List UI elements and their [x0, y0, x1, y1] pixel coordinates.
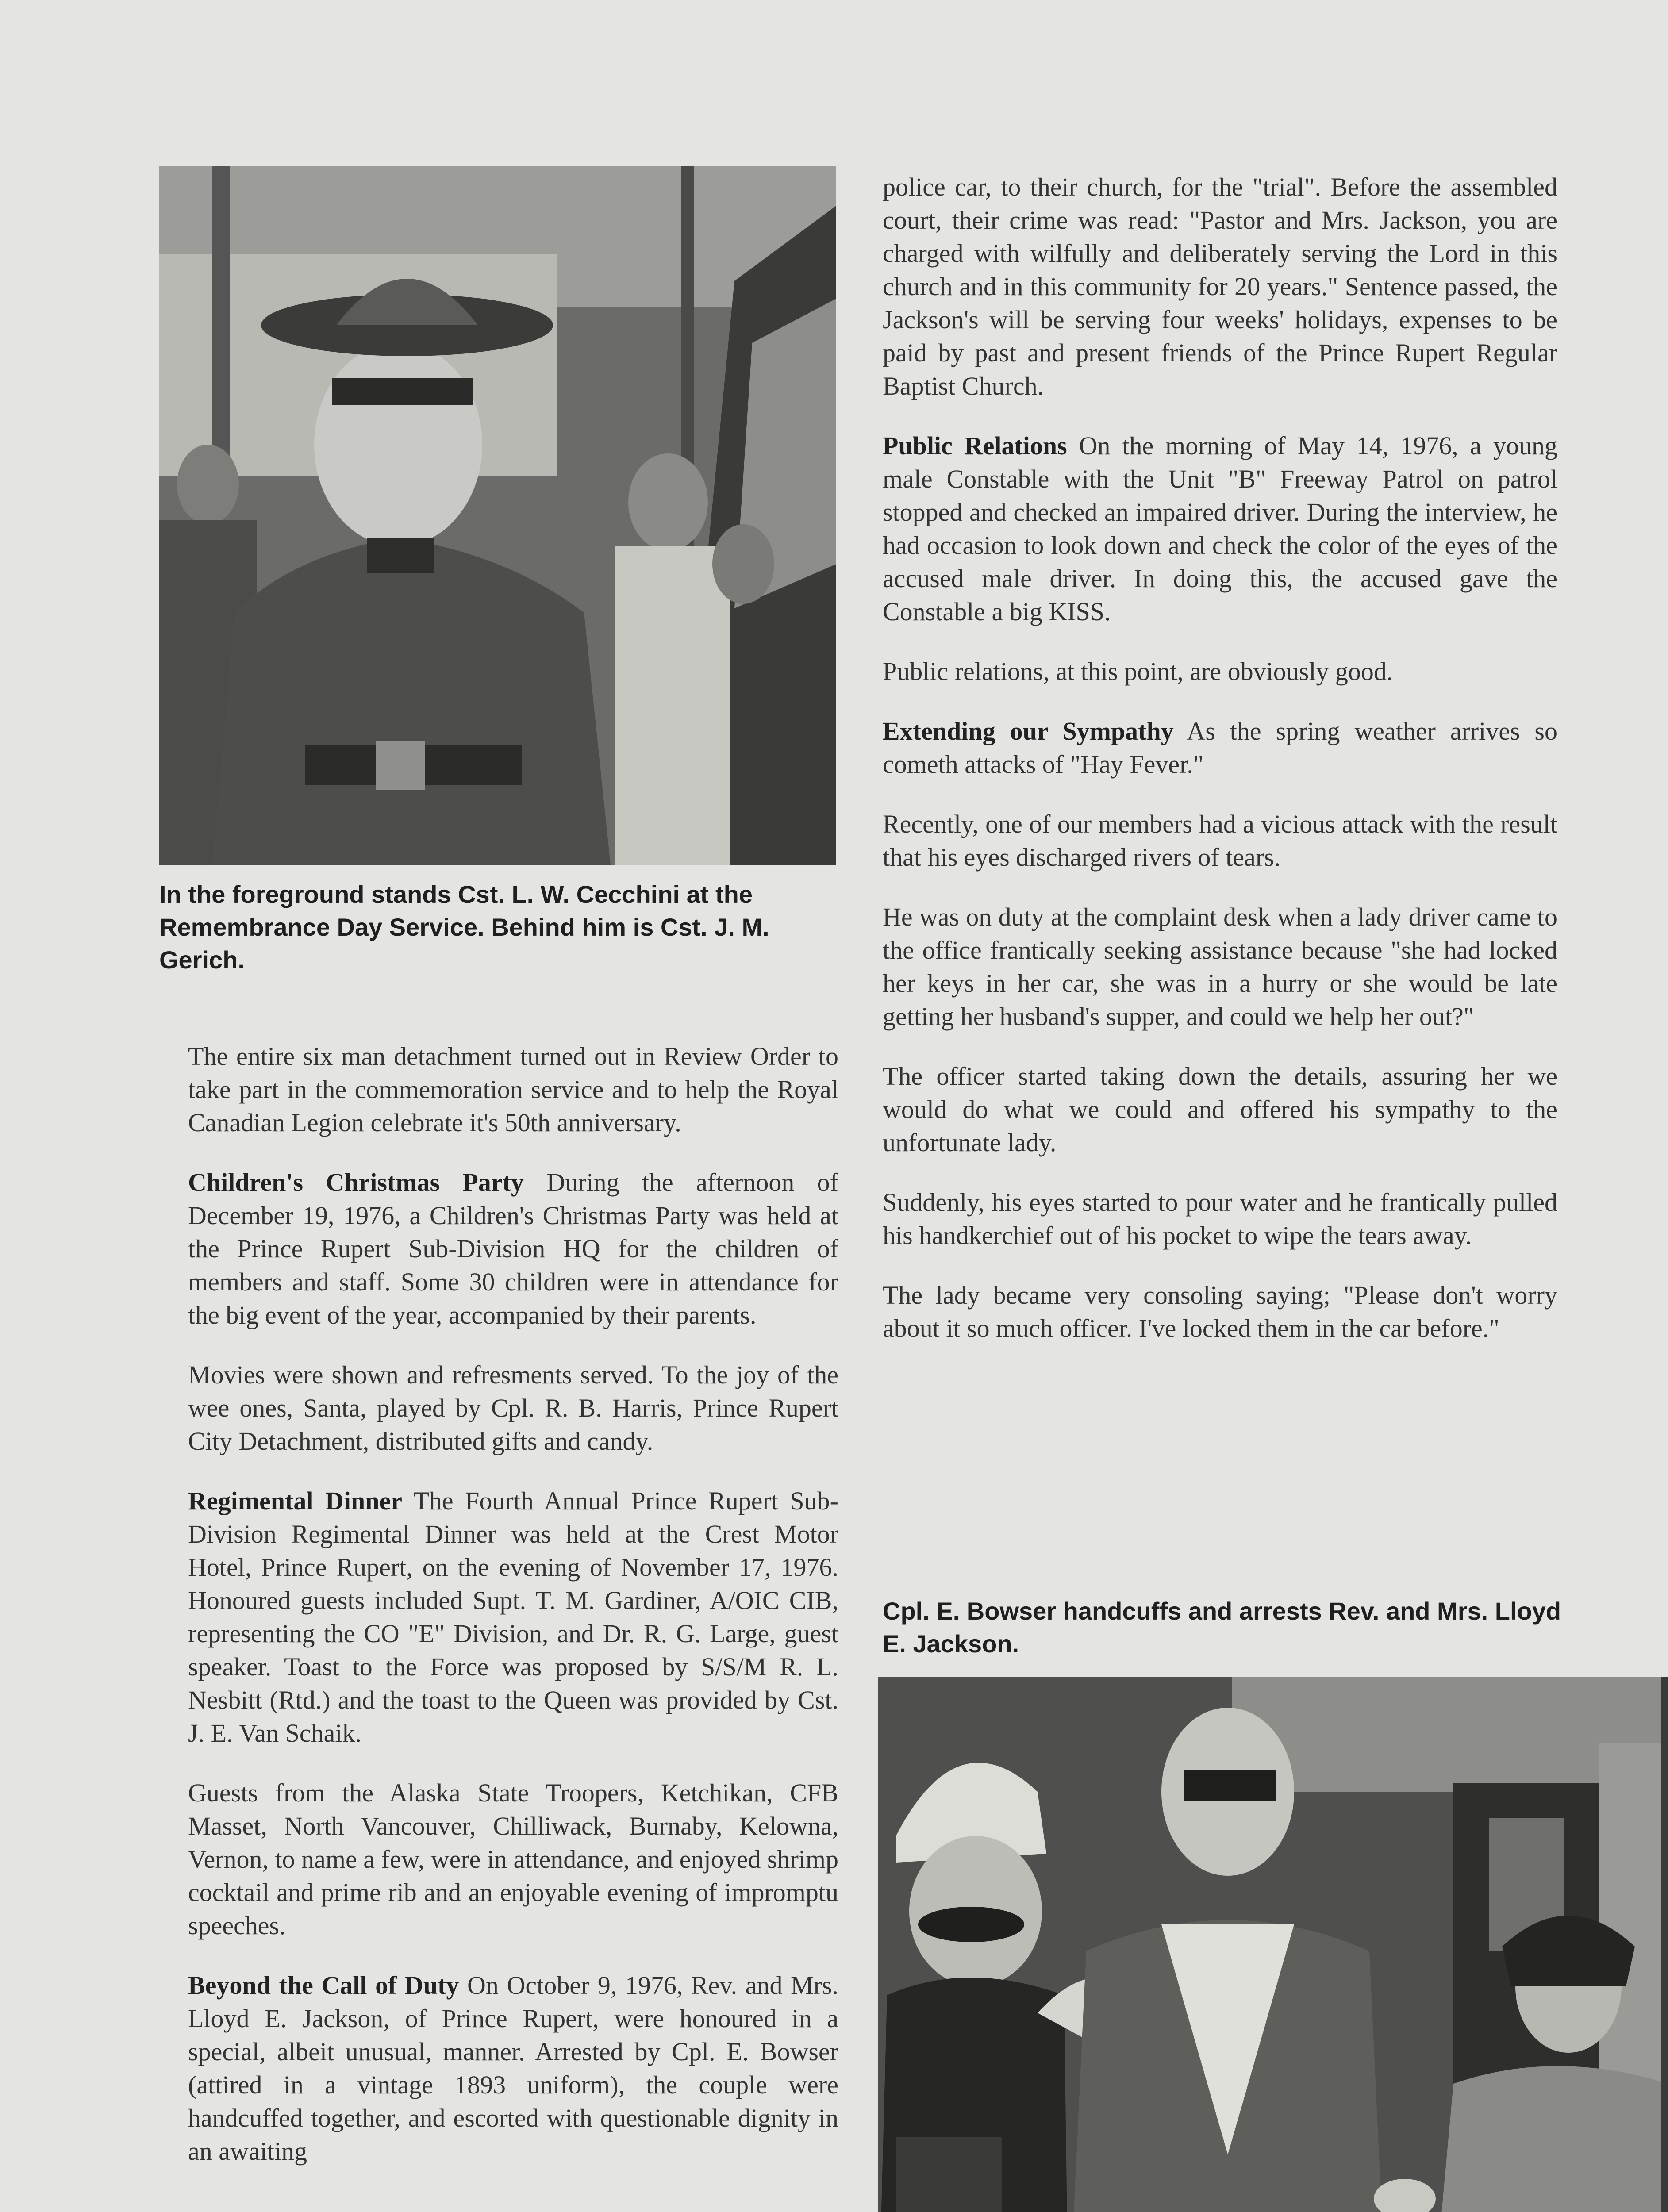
heading-childrens-christmas-party: Children's Christmas Party [188, 1168, 524, 1197]
right-paragraph-public-relations [883, 429, 1557, 628]
left-paragraph-guests: Guests from the Alaska State Troopers, Ketchikan, CFB Masset, North Vancouver, Chilliwack, Burnaby, Kelowna, Vernon, to name a few, were in attendance, and enjoyed shrimp cocktail and prime rib and an enjoyable evening of impromptu speeches. [188, 1778, 838, 1940]
body-regimental-dinner: The Fourth Annual Prince Rupert Sub-Division Regimental Dinner was held at the Crest Motor Hotel, Prince Rupert, on the evening of November 17, 1976. Honoured guests included Supt. T. M. Gardiner, A/OIC CIB, representing the CO "E" Division, and Dr. R. G. Large, guest speaker. Toast to the Force was proposed by S/S/M R. L. Nesbitt (Rtd.) and the toast to the Queen was provided by Cst. J. E. Van Schaik. [188, 1486, 838, 1747]
heading-public-relations: Public Relations [883, 431, 1067, 460]
photo-arrest-image [878, 1677, 1668, 2212]
left-paragraph-regimental-dinner [188, 1484, 838, 1750]
right-paragraph-obviously-good: Public relations, at this point, are obviously good. [883, 657, 1393, 686]
left-column [188, 1040, 838, 2168]
left-paragraph-christmas-party [188, 1166, 838, 1332]
page-edge-shadow [1661, 1677, 1668, 2212]
photo-remembrance-day-caption: In the foreground stands Cst. L. W. Cecchini at the Remembrance Day Service. Behind him is Cst. J. M. Gerich. [159, 880, 769, 974]
right-paragraph-officer-details: The officer started taking down the details, assuring her we would do what we could and offered his sympathy to the unfortunate lady. [883, 1062, 1557, 1157]
body-extending-sympathy: As the spring weather arrives so cometh attacks of "Hay Fever." [883, 717, 1558, 779]
heading-extending-sympathy: Extending our Sympathy [883, 717, 1174, 745]
heading-beyond-call-of-duty: Beyond the Call of Duty [188, 1971, 459, 2000]
right-paragraph-trial: police car, to their church, for the "trial". Before the assembled court, their crime was read: "Pastor and Mrs. Jackson, you are charged with wilfully and deliberately serving the Lord in this church and in this community for 20 years." Sentence passed, the Jackson's will be serving four weeks' holidays, expenses to be paid by past and present friends of the Prince Rupert Regular Baptist Church. [883, 173, 1557, 400]
right-paragraph-sympathy [883, 714, 1557, 781]
body-childrens-christmas-party: During the afternoon of December 19, 1976, a Children's Christmas Party was held at the Prince Rupert Sub-Division HQ for the children of members and staff. Some 30 children were in attendance for the big event of the year, accompanied by their parents. [188, 1168, 838, 1329]
right-paragraph-eyes-water: Suddenly, his eyes started to pour water and he frantically pulled his handkerchief out of his pocket to wipe the tears away. [883, 1188, 1557, 1250]
body-beyond-call-of-duty: On October 9, 1976, Rev. and Mrs. Lloyd E. Jackson, of Prince Rupert, were honoured in a special, albeit unusual, manner. Arrested by Cpl. E. Bowser (attired in a vintage 1893 uniform), the couple were handcuffed together, and escorted with questionable dignity in an awaiting [188, 1971, 838, 2166]
right-paragraph-consoling: The lady became very consoling saying; "Please don't worry about it so much officer. I've locked them in the car before." [883, 1281, 1557, 1343]
right-paragraph-complaint-desk: He was on duty at the complaint desk when a lady driver came to the office frantically seeking assistance because "she had locked her keys in her car, she was in a hurry or she would be late getting her husband's supper, and could we help her out?" [883, 902, 1557, 1031]
left-paragraph-1: The entire six man detachment turned out in Review Order to take part in the commemoration service and to help the Royal Canadian Legion celebrate it's 50th anniversary. [188, 1042, 838, 1137]
body-public-relations: On the morning of May 14, 1976, a young male Constable with the Unit "B" Freeway Patrol on patrol stopped and checked an impaired driver. During the interview, he had occasion to look down and check the color of the eyes of the accused male driver. In doing this, the accused gave the Constable a big KISS. [883, 431, 1557, 626]
photo-remembrance-day [159, 166, 836, 865]
photo-arrest-caption: Cpl. E. Bowser handcuffs and arrests Rev. and Mrs. Lloyd E. Jackson. [883, 1597, 1561, 1658]
right-column [883, 170, 1557, 1345]
right-paragraph-vicious-attack: Recently, one of our members had a vicious attack with the result that his eyes discharged rivers of tears. [883, 810, 1557, 872]
photo-remembrance-day-image [159, 166, 836, 865]
left-paragraph-beyond-duty [188, 1969, 838, 2168]
photo-arrest [878, 1677, 1668, 2212]
heading-regimental-dinner: Regimental Dinner [188, 1486, 402, 1515]
left-paragraph-movies: Movies were shown and refresments served. To the joy of the wee ones, Santa, played by Cpl. R. B. Harris, Prince Rupert City Detachment, distributed gifts and candy. [188, 1360, 838, 1455]
